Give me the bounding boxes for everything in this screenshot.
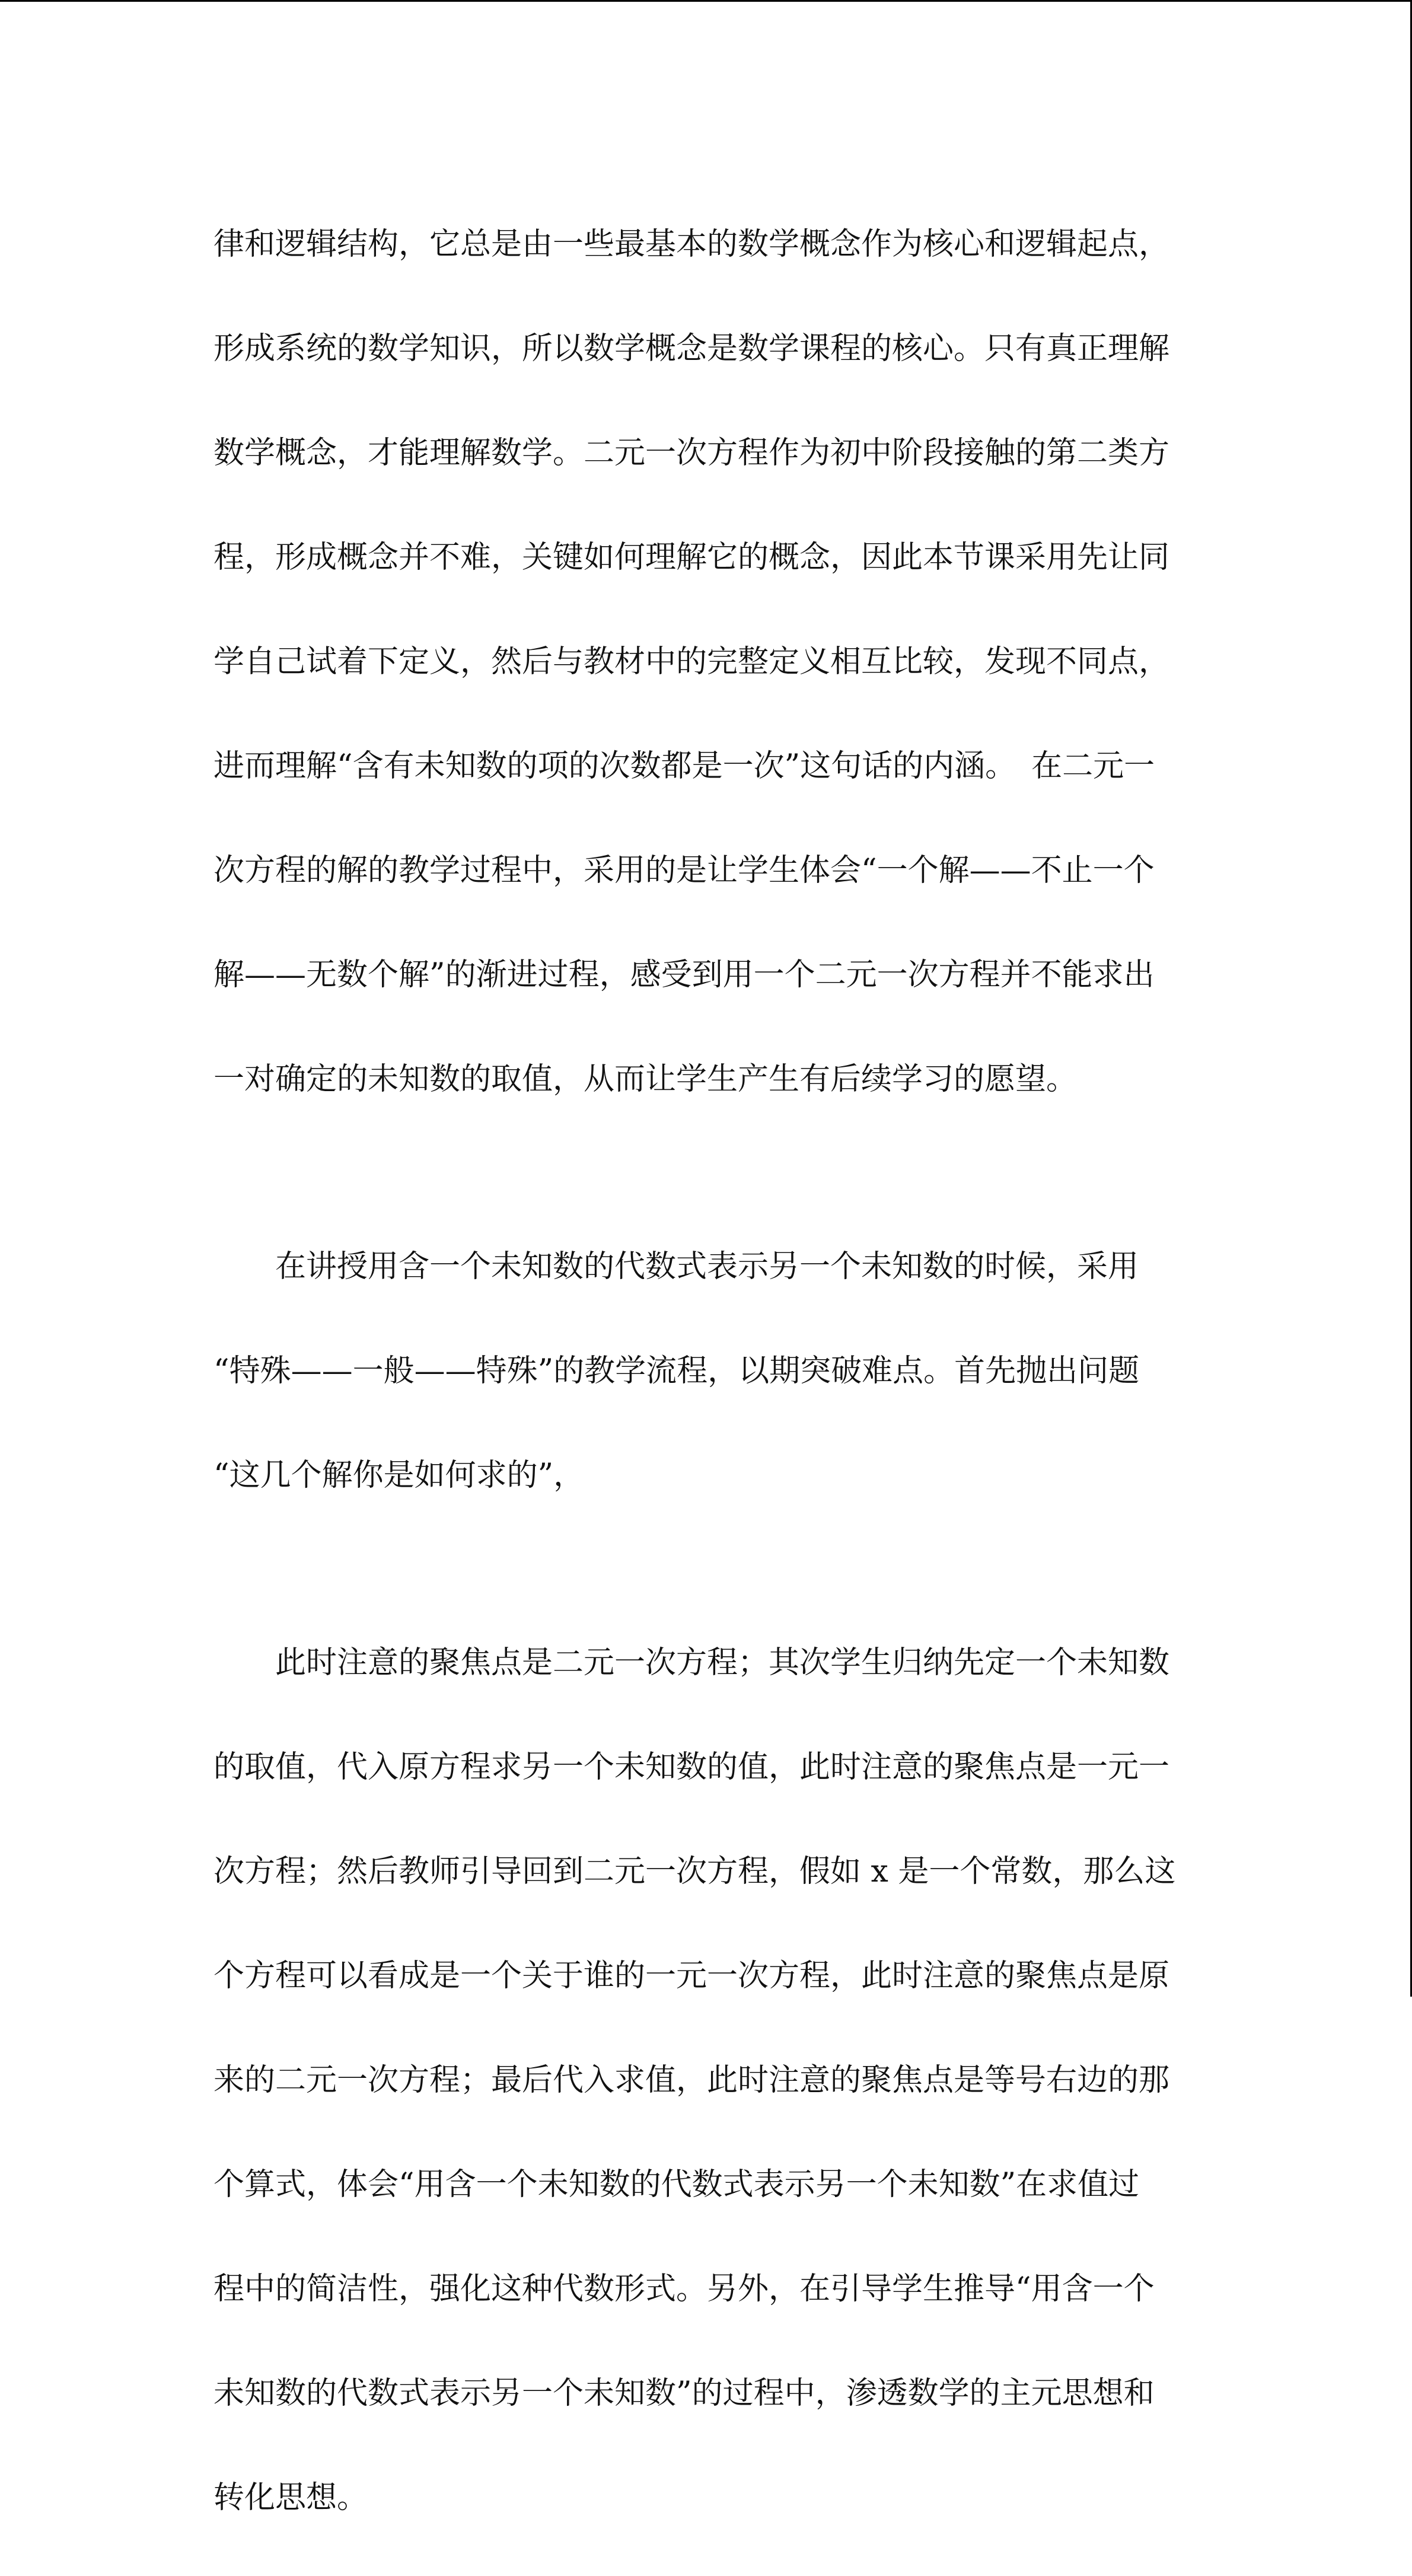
text-line: 个算式，体会“用含一个未知数的代数式表示另一个未知数”在求值过 <box>213 2167 1140 2202</box>
text-line: 进而理解“含有未知数的项的次数都是一次”这句话的内涵。 在二元一 <box>213 748 1155 784</box>
text-line: 次方程；然后教师引导回到二元一次方程，假如 x 是一个常数，那么这 <box>213 1854 1176 1889</box>
text-line: 程中的简洁性，强化这种代数形式。另外，在引导学生推导“用含一个 <box>213 2271 1155 2307</box>
text-line: “这几个解你是如何求的”， <box>213 1458 585 1493</box>
text-line: 个方程可以看成是一个关于谁的一元一次方程，此时注意的聚焦点是原 <box>213 1958 1170 1994</box>
paragraph-1 <box>213 166 1204 1158</box>
text-line: 解——无数个解”的渐进过程，感受到用一个二元一次方程并不能求出 <box>213 957 1155 993</box>
text-line: 未知数的代数式表示另一个未知数”的过程中，渗透数学的主元思想和 <box>213 2376 1155 2411</box>
text-line: 次方程的解的教学过程中，采用的是让学生体会“一个解——不止一个 <box>213 853 1155 888</box>
paragraph-3 <box>213 1585 1204 2576</box>
top-border-line <box>0 0 1412 2</box>
text-line: 数学概念，才能理解数学。二元一次方程作为初中阶段接触的第二类方 <box>213 435 1170 471</box>
text-line: 学自己试着下定义，然后与教材中的完整定义相互比较，发现不同点， <box>213 644 1170 680</box>
text-line: 的取值，代入原方程求另一个未知数的值，此时注意的聚焦点是一元一 <box>213 1749 1170 1785</box>
text-line: 一对确定的未知数的取值，从而让学生产生有后续学习的愿望。 <box>213 1061 1078 1097</box>
text-line: 此时注意的聚焦点是二元一次方程；其次学生归纳先定一个未知数 <box>213 1645 1170 1681</box>
text-line: 转化思想。 <box>213 2480 368 2516</box>
text-line: 来的二元一次方程；最后代入求值，此时注意的聚焦点是等号右边的那 <box>213 2062 1170 2098</box>
text-line: “特殊——一般——特殊”的教学流程，以期突破难点。首先抛出问题 <box>213 1353 1140 1389</box>
text-line: 在讲授用含一个未知数的代数式表示另一个未知数的时候，采用 <box>213 1249 1139 1284</box>
paragraph-2 <box>213 1188 1204 1554</box>
document-body <box>213 166 1204 2576</box>
text-line: 程，形成概念并不难，关键如何理解它的概念，因此本节课采用先让同 <box>213 540 1170 575</box>
text-line: 形成系统的数学知识，所以数学概念是数学课程的核心。只有真正理解 <box>213 331 1170 366</box>
text-line: 律和逻辑结构，它总是由一些最基本的数学概念作为核心和逻辑起点， <box>213 227 1170 262</box>
